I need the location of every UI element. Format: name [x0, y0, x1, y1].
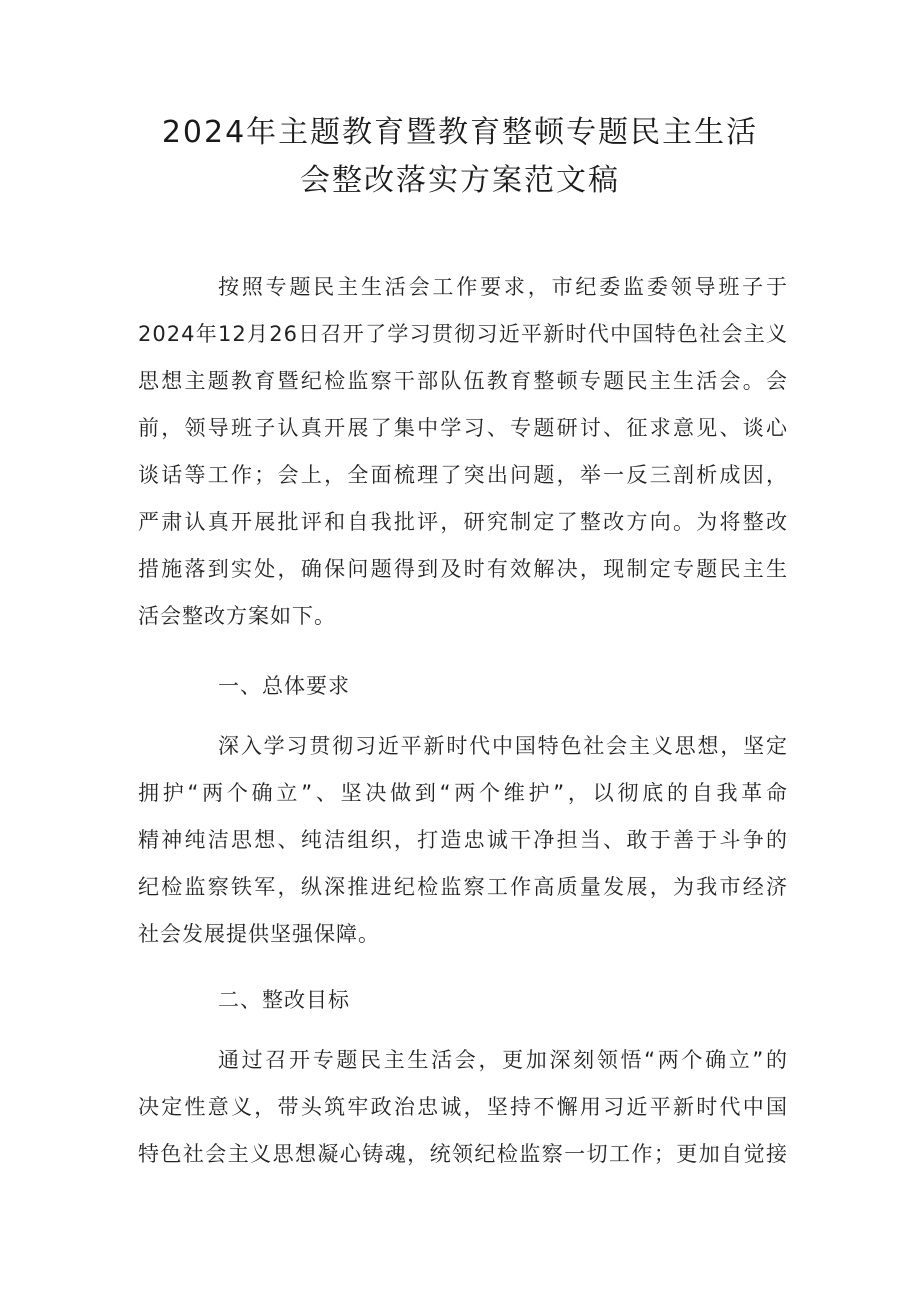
section-heading-rectification-goals: 二、整改目标 — [218, 988, 350, 1012]
section-heading-overall-requirements: 一、总体要求 — [218, 674, 350, 698]
intro-line-3: 思想主题教育暨纪检监察干部队伍教育整顿专题民主生活会。会 — [138, 369, 788, 393]
intro-line-4: 前，领导班子认真开展了集中学习、专题研讨、征求意见、谈心 — [138, 416, 788, 440]
section1-line-2: 拥护“两个确立”、坚决做到“两个维护”，以彻底的自我革命 — [138, 781, 788, 805]
intro-line-5: 谈话等工作；会上，全面梳理了突出问题，举一反三剖析成因， — [138, 463, 788, 487]
intro-line-2: 2024年12月26日召开了学习贯彻习近平新时代中国特色社会主义 — [138, 322, 788, 346]
intro-line-7: 措施落到实处，确保问题得到及时有效解决，现制定专题民主生 — [138, 557, 788, 581]
intro-line-8: 活会整改方案如下。 — [138, 604, 336, 628]
section1-line-5: 社会发展提供坚强保障。 — [138, 922, 380, 946]
document-title-line-2: 会整改落实方案范文稿 — [300, 163, 620, 198]
section1-line-3: 精神纯洁思想、纯洁组织，打造忠诚干净担当、敢于善于斗争的 — [138, 828, 788, 852]
intro-line-1: 按照专题民主生活会工作要求，市纪委监委领导班子于 — [218, 275, 788, 299]
section1-line-1: 深入学习贯彻习近平新时代中国特色社会主义思想，坚定 — [218, 734, 788, 758]
section2-line-2: 决定性意义，带头筑牢政治忠诚，坚持不懈用习近平新时代中国 — [138, 1095, 788, 1119]
intro-line-6: 严肃认真开展批评和自我批评，研究制定了整改方向。为将整改 — [138, 510, 788, 534]
section2-line-3: 特色社会主义思想凝心铸魂，统领纪检监察一切工作；更加自觉接 — [138, 1142, 788, 1166]
section2-line-1: 通过召开专题民主生活会，更加深刻领悟“两个确立”的 — [218, 1048, 788, 1072]
document-title-line-1: 2024年主题教育暨教育整顿专题民主生活 — [161, 115, 759, 150]
section1-line-4: 纪检监察铁军，纵深推进纪检监察工作高质量发展，为我市经济 — [138, 875, 788, 899]
